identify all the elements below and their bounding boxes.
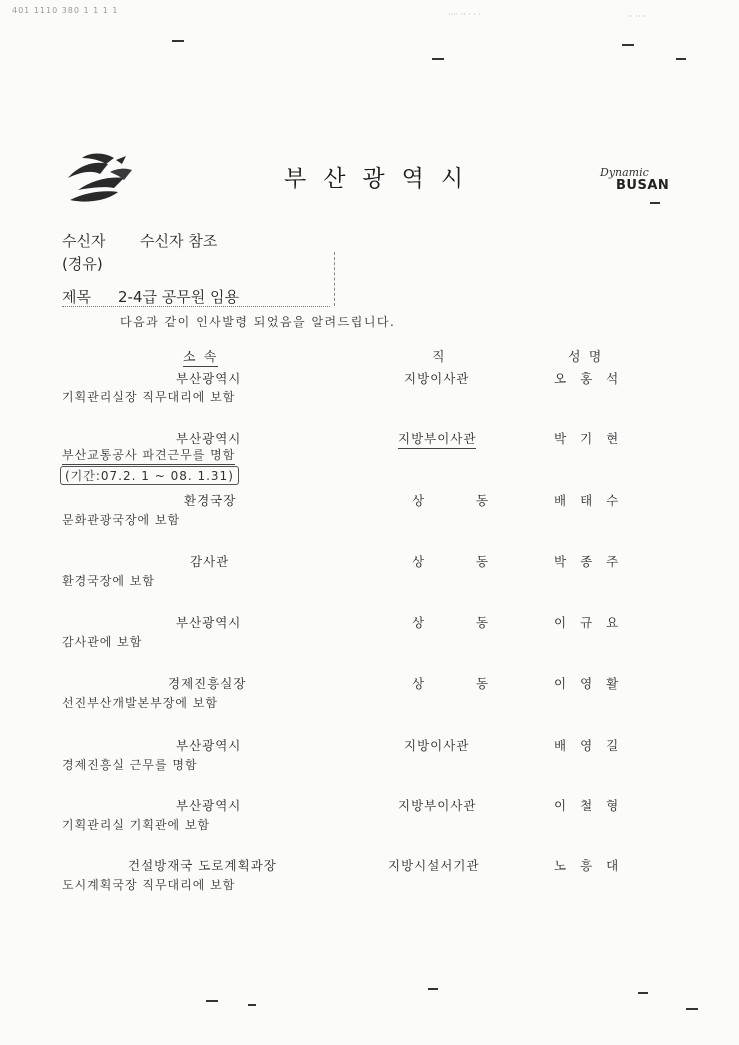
row-position: 상 동: [412, 493, 513, 508]
row-note: 선진부산개발본부장에 보함: [62, 696, 218, 710]
intro-text: 다음과 같이 인사발령 되었음을 알려드립니다.: [120, 315, 396, 329]
row-position: 지방시설서기관: [388, 858, 480, 873]
fold-mark: [334, 252, 335, 306]
row-affiliation: 부산광역시: [176, 431, 242, 446]
scan-speck: [428, 988, 438, 990]
row-note: 도시계획국장 직무대리에 보함: [62, 878, 236, 892]
row-name: 이영활: [554, 676, 633, 691]
via-label: (경유): [62, 255, 103, 273]
fax-header: 401 1110 380 1 1 1 1: [12, 6, 119, 15]
row-note: 부산교통공사 파견근무를 명함: [62, 446, 235, 465]
scan-speck: [206, 1000, 218, 1002]
row-name: 박종주: [554, 554, 633, 569]
scan-speck: [622, 44, 634, 46]
scan-speck: [650, 202, 660, 204]
row-position: 지방이사관: [404, 738, 470, 753]
row-position: 지방이사관: [404, 371, 470, 386]
row-name: 이철형: [554, 798, 633, 813]
scan-speck: [686, 1008, 698, 1010]
row-note: 경제진흥실 근무를 명함: [62, 758, 198, 772]
row-affiliation: 부산광역시: [176, 371, 242, 386]
subject-rule: [62, 306, 330, 307]
row-name: 오홍석: [554, 371, 633, 386]
column-name: 성 명: [568, 350, 604, 365]
scan-speck: [432, 58, 444, 60]
fax-header-mark: ·· ····: [628, 12, 646, 21]
recipient-label: 수신자: [62, 232, 106, 250]
scan-speck: [248, 1004, 256, 1006]
row-affiliation: 환경국장: [184, 493, 237, 508]
recipient-value: 수신자 참조: [140, 232, 218, 250]
row-position: 상 동: [412, 676, 513, 691]
subject-value: 2-4급 공무원 임용: [118, 288, 239, 306]
row-position: 지방부이사관: [398, 798, 477, 813]
row-position: 상 동: [412, 554, 513, 569]
row-name: 박기현: [554, 431, 633, 446]
row-name: 이규요: [554, 615, 633, 630]
row-note: 감사관에 보함: [62, 635, 143, 649]
column-affiliation: 소 속: [183, 346, 218, 367]
row-affiliation: 부산광역시: [176, 615, 242, 630]
busan-emblem-icon: [64, 150, 136, 206]
row-affiliation: 감사관: [190, 554, 230, 569]
row-note-period: (기간:07.2. 1 ~ 08. 1.31): [60, 466, 239, 485]
row-name: 배영길: [554, 738, 633, 753]
scan-speck: [676, 58, 686, 60]
row-note: 기획관리실 기획관에 보함: [62, 818, 211, 832]
row-affiliation: 건설방재국 도로계획과장: [128, 858, 277, 873]
fax-header-mark: ···· ·· · · ·: [448, 10, 482, 19]
row-name: 배태수: [554, 493, 633, 508]
row-affiliation: 부산광역시: [176, 798, 242, 813]
slogan-logo-script: Dynamic: [600, 166, 649, 179]
row-note: 문화관광국장에 보함: [62, 513, 181, 527]
row-affiliation: 경제진흥실장: [168, 676, 247, 691]
scan-speck: [638, 992, 648, 994]
column-position: 직: [432, 350, 447, 365]
row-position: 지방부이사관: [398, 429, 476, 449]
row-affiliation: 부산광역시: [176, 738, 242, 753]
issuer-title: 부산광역시: [284, 166, 481, 192]
subject-label: 제목: [62, 288, 91, 306]
row-name: 노흥대: [554, 858, 633, 873]
scan-speck: [172, 40, 184, 42]
row-note: 환경국장에 보함: [62, 574, 155, 588]
row-note: 기획관리실장 직무대리에 보함: [62, 390, 236, 404]
row-position: 상 동: [412, 615, 513, 630]
slogan-logo-text: BUSAN: [616, 178, 670, 193]
